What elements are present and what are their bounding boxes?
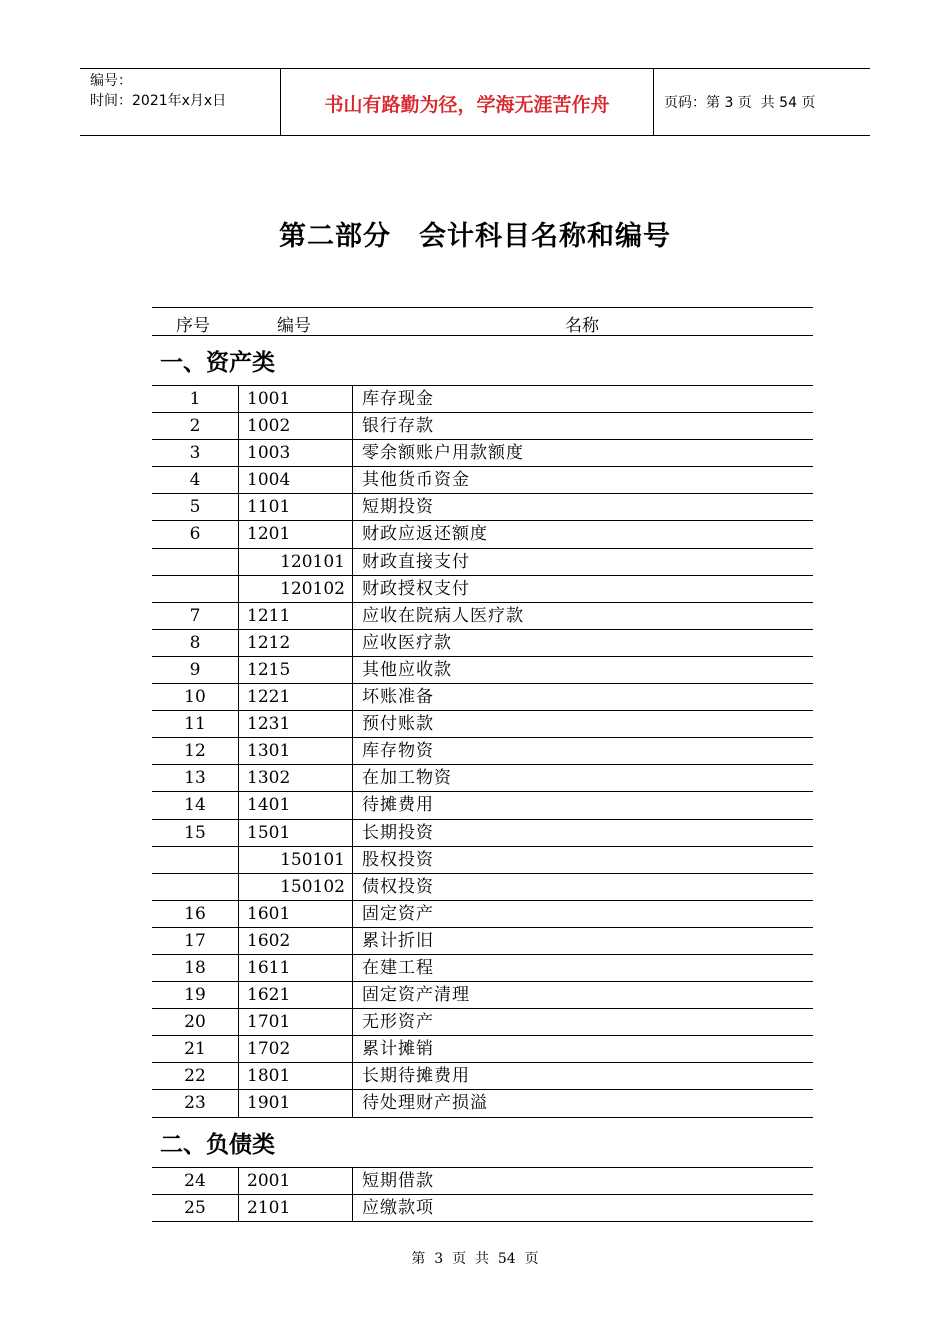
table-row [152,521,813,548]
cell-name: 其他应收款 [362,659,452,680]
cell-name: 库存物资 [362,741,434,762]
cell-name: 应收在院病人医疗款 [362,605,524,626]
cell-name: 坏账准备 [362,687,434,708]
table-row [152,901,813,928]
cell-code: 1001 [239,386,353,412]
cell-code: 1901 [239,1090,353,1116]
cell-code: 1801 [239,1063,353,1089]
table-row [152,847,813,874]
cell-name: 财政授权支付 [362,578,470,599]
cell-code: 1701 [239,1009,353,1035]
page-footer [0,1248,950,1268]
table-row [152,765,813,792]
cell-seq: 1 [152,386,239,412]
cell-code: 150101 [239,847,353,873]
table-row [152,494,813,521]
cell-seq: 13 [152,765,239,791]
cell-name: 无形资产 [362,1012,434,1033]
column-header-seq: 序号 [176,316,210,336]
cell-seq: 14 [152,792,239,818]
column-header-code: 编号 [277,316,311,336]
cell-code: 1003 [239,440,353,466]
cell-seq: 20 [152,1009,239,1035]
cell-seq: 22 [152,1063,239,1089]
cell-seq [152,576,239,602]
cell-code: 1212 [239,630,353,656]
header-meta [80,69,281,135]
cell-name: 库存现金 [362,389,434,409]
table-row [152,440,813,467]
table-row [152,1168,813,1195]
cell-name: 累计摊销 [362,1039,434,1060]
cell-code: 1301 [239,738,353,764]
table-body [152,336,813,1222]
cell-name: 长期待摊费用 [362,1066,470,1087]
cell-seq: 21 [152,1036,239,1062]
cell-seq: 10 [152,684,239,710]
cell-seq: 18 [152,955,239,981]
cell-code: 1231 [239,711,353,737]
cell-seq: 5 [152,494,239,520]
column-header-name: 名称 [565,316,599,336]
cell-seq: 3 [152,440,239,466]
cell-name: 在建工程 [362,957,434,978]
cell-seq: 8 [152,630,239,656]
cell-name: 财政直接支付 [362,551,470,572]
cell-code: 1602 [239,928,353,954]
table-row [152,630,813,657]
cell-seq [152,847,239,873]
cell-seq: 15 [152,820,239,846]
cell-name: 零余额账户用款额度 [362,443,524,464]
cell-code: 1002 [239,413,353,439]
cell-name: 短期投资 [362,497,434,518]
cell-code: 1621 [239,982,353,1008]
table-row [152,386,813,413]
table-row [152,657,813,684]
cell-name: 待摊费用 [362,795,434,816]
table-row [152,413,813,440]
cell-seq [152,549,239,575]
cell-name: 应缴款项 [362,1197,434,1218]
cell-name: 财政应返还额度 [362,524,488,545]
cell-name: 其他货币资金 [362,470,470,491]
document-title [0,214,950,253]
cell-seq: 7 [152,603,239,629]
cell-seq: 19 [152,982,239,1008]
cell-name: 股权投资 [362,849,434,870]
table-row [152,820,813,847]
cell-name: 固定资产 [362,903,434,924]
page-footer-text: 第 3 页 共 54 页 [411,1251,539,1267]
cell-seq: 2 [152,413,239,439]
cell-name: 长期投资 [362,822,434,843]
cell-name: 预付账款 [362,714,434,735]
header-time-label: 时间：2021年x月x日 [90,93,227,109]
table-row [152,738,813,765]
table-row [152,603,813,630]
header-motto: 书山有路勤为径，学海无涯苦作舟 [281,69,654,135]
cell-name: 在加工物资 [362,768,452,789]
table-column-header [152,307,813,336]
cell-name: 债权投资 [362,876,434,897]
table-row [152,467,813,494]
cell-seq: 6 [152,521,239,547]
cell-seq: 16 [152,901,239,927]
cell-name: 待处理财产损溢 [362,1093,488,1114]
cell-seq: 25 [152,1195,239,1221]
cell-name: 应收医疗款 [362,632,452,653]
table-row [152,1090,813,1117]
cell-name: 短期借款 [362,1170,434,1191]
table-row [152,1009,813,1036]
cell-code: 1201 [239,521,353,547]
table-row [152,684,813,711]
cell-code: 1702 [239,1036,353,1062]
table-row [152,1036,813,1063]
cell-code: 2101 [239,1195,353,1221]
table-row [152,792,813,819]
table-row [152,1063,813,1090]
cell-code: 120102 [239,576,353,602]
section-heading: 一、资产类 [152,336,813,386]
document-title-text: 第二部分 会计科目名称和编号 [279,221,671,252]
cell-code: 120101 [239,549,353,575]
header-number-label: 编号： [90,73,132,89]
table-row [152,982,813,1009]
cell-code: 1211 [239,603,353,629]
cell-seq: 12 [152,738,239,764]
cell-code: 1611 [239,955,353,981]
cell-code: 1501 [239,820,353,846]
table-row [152,928,813,955]
cell-name: 固定资产清理 [362,985,470,1006]
cell-name: 累计折旧 [362,930,434,951]
table-row [152,711,813,738]
accounts-table [152,307,813,1222]
cell-code: 1215 [239,657,353,683]
cell-code: 1004 [239,467,353,493]
table-row [152,955,813,982]
cell-seq: 24 [152,1168,239,1194]
cell-code: 1101 [239,494,353,520]
cell-seq [152,874,239,900]
cell-code: 1221 [239,684,353,710]
cell-name: 银行存款 [362,416,434,437]
cell-code: 2001 [239,1168,353,1194]
table-row [152,874,813,901]
cell-seq: 17 [152,928,239,954]
table-row [152,576,813,603]
cell-code: 1401 [239,792,353,818]
table-row [152,549,813,576]
table-row [152,1195,813,1222]
header-page-info [654,69,870,135]
cell-seq: 4 [152,467,239,493]
page-header [80,68,870,136]
section-heading: 二、负债类 [152,1118,813,1168]
cell-code: 1302 [239,765,353,791]
cell-seq: 11 [152,711,239,737]
cell-seq: 23 [152,1090,239,1116]
cell-code: 1601 [239,901,353,927]
header-page-info-text: 页码：第 3 页 共 54 页 [664,95,816,111]
cell-seq: 9 [152,657,239,683]
cell-code: 150102 [239,874,353,900]
